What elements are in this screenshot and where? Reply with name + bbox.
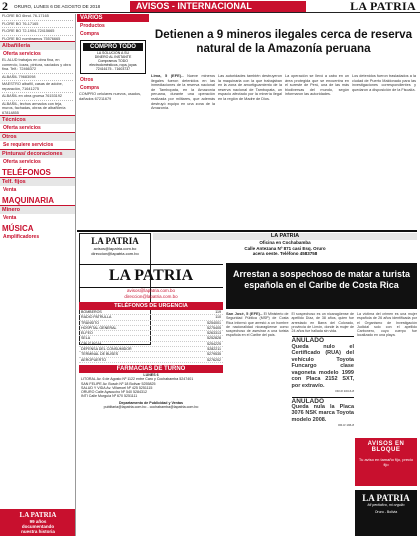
office-info xyxy=(153,240,417,257)
office-title: LA PATRIA xyxy=(153,233,417,240)
banner-line: 99 años xyxy=(29,519,47,524)
anulado-body: Queda nula la Placa 3076 NSK marca Toyota modelo 2008. xyxy=(291,403,354,423)
email-link[interactable]: avisos@lapatria.com.bo xyxy=(126,288,176,293)
classified-ad: EL ALUD trabajos en obra fina, en comercio, lozas, pintura, vaciados y obra fina. Telf.: 72466372 xyxy=(2,58,71,71)
article-column xyxy=(292,312,355,536)
phone-number: 5282211 xyxy=(207,347,221,352)
ad-line: electrodomésticos, ropa, joyas xyxy=(89,63,137,67)
phone-name: SELA xyxy=(81,336,91,341)
article-mineros xyxy=(151,74,416,230)
ad-line: LA SOLUCIÓN A SU xyxy=(96,51,130,55)
phone-number: 5254001 xyxy=(207,320,221,325)
page-header xyxy=(0,0,420,13)
phone-number: 5279535 xyxy=(207,352,221,357)
publicity-label: Departamento de Publicidad y Ventas xyxy=(118,400,184,405)
phone-row xyxy=(79,358,223,363)
byline: Lima, 5 (EFE).- xyxy=(151,74,184,78)
avisos-note: Tu aviso en tamaño fijo, precio fijo xyxy=(358,457,414,467)
box-brand: LA PATRIA xyxy=(91,236,139,246)
classified-ad: ALBAÑIL 79683098 xyxy=(2,74,36,79)
phone-name: DEFENSA DEL CONSUMIDOR xyxy=(81,347,132,352)
ad-line: DINERO AL INSTANTE xyxy=(94,55,132,59)
phone-name: CRUZ ROJA xyxy=(81,341,102,346)
phone-number: 5252828 xyxy=(207,336,221,341)
newspaper-brand: LA PATRIA xyxy=(350,0,416,13)
promo-line: Oruro - Bolivia xyxy=(374,510,398,514)
email-link[interactable]: avisos@lapatria.com.bo xyxy=(93,246,137,251)
article-text: El Ministerio de Seguridad Pública (MSP) de Costa Rica informó que arrestó a un hombre de nacionalidad nicaragüense como sospechoso de asesinar a una turista española en el Caribe del país. xyxy=(226,312,289,338)
subcategory-label: Compra xyxy=(80,85,99,91)
publicity-email: publitaria@lapatria.com.bo - cochabamba@lapatria.com.bo xyxy=(103,405,199,410)
phone-name: RADIO PATRULLA xyxy=(81,315,112,320)
headline-costa-rica: Arrestan a sospechoso de matar a turista española en el Caribe de Costa Rica xyxy=(226,263,417,309)
subcategory-label: Oferta servicios xyxy=(3,159,41,165)
subcategory-label: Venta xyxy=(3,187,17,193)
category-albanileria: Albañilería xyxy=(0,41,75,50)
anulado-title: ANULADO xyxy=(291,337,324,345)
anulado-ref: OR-R 196-8 xyxy=(337,423,354,428)
classified-ad: FLORE BO 72-1904-72415665 xyxy=(2,29,55,33)
classified-ad: FLORE BO 6bnd. 76-17165 xyxy=(2,14,49,18)
article-column: La víctima del crimen es una mujer española de 26 años identificada por el Organismo de Investigación Judicial solo con el apellido Carbonero, cuyo cuerpo fue localizado en una playa. xyxy=(357,312,417,338)
page-number: 2 xyxy=(2,0,8,13)
ad-line: Compramos TODO xyxy=(97,59,129,63)
varios-header: VARIOS xyxy=(77,14,149,22)
category-tecnicos: Técnicos xyxy=(0,115,75,124)
byline: San José, 5 (EFE).- xyxy=(226,312,263,316)
phone-number: 5276202 xyxy=(207,357,221,362)
subcategory-label: Oferta servicios xyxy=(3,51,41,57)
pharmacies-list xyxy=(79,377,223,398)
promo-tagline: Mi periódico, mi orgullo xyxy=(367,503,405,507)
category-telefonos: TELÉFONOS xyxy=(2,168,51,177)
section-divider xyxy=(77,230,417,232)
article-column: Las autoridades también destruyeron la maquinaria con la que trabajaban en la zona de amortiguamiento de la reserva nacional de Tambopata, un espacio afectado por la minería ilegal en la región de Madre de Dios. xyxy=(218,74,282,101)
phone-name: TRÁNSITO xyxy=(81,320,100,325)
pharmacy-entry: SAN FELIPE Av. Busch Nº 18 Bolívar 5255825 xyxy=(81,381,156,386)
pharmacy-entry: ORURO Calle Ayacucho Nº 540 5284312 xyxy=(81,390,147,395)
office-line: acera oeste. Teléfono 4583758 xyxy=(252,251,318,256)
anulado-body: Queda nulo el Certificado (RUA) del vehículo Toyota Funcargo clase vagoneta modelo 1999 con Placa 2152 SXT, por extravío. xyxy=(291,343,354,389)
pharmacies-date: LUNES 6 xyxy=(143,372,159,377)
category-pinturas: Pinturas/ decoraciones xyxy=(0,149,75,158)
emergency-phones-column xyxy=(79,264,223,536)
category-musica: MÚSICA xyxy=(2,224,34,233)
subcategory-label: Otros xyxy=(80,77,94,83)
category-telf-fijos: Telf. fijos xyxy=(0,177,75,186)
classified-ad: FLORE BO 76-17165 xyxy=(2,21,39,26)
varios-column xyxy=(77,14,149,228)
promo-brand: LA PATRIA xyxy=(362,493,410,503)
phone-number: 119 xyxy=(215,310,221,314)
classified-ad: COMPRO celulares nuevos, usados, dañados 67211679 xyxy=(79,92,142,101)
email-link[interactable]: direccion@lapatria.com.bo xyxy=(124,293,178,299)
subcategory-label: Oferta servicios xyxy=(3,125,41,131)
banner-line: nuestra historia xyxy=(21,529,55,534)
ad-title: COMPRO TODO xyxy=(83,43,143,51)
category-otros: Otros xyxy=(0,132,75,141)
patria-promo-ad xyxy=(355,490,417,536)
anulado-title: ANULADO xyxy=(291,397,324,405)
banner-line: documentando xyxy=(21,524,55,529)
ad-line: 72416175 - 71603737 xyxy=(95,67,131,71)
article-column xyxy=(226,312,289,536)
classifieds-column xyxy=(0,14,76,536)
phone-number: 110 xyxy=(215,315,221,320)
avisos-title: AVISOS EN BLOQUE xyxy=(367,441,405,453)
subcategory-label: Productos xyxy=(80,23,105,29)
dateline: ORURO, LUNES 6 DE AGOSTO DE 2018 xyxy=(14,3,101,9)
classified-ad: ALBAÑIL, techos armados con teja, muros, fachadas, obras de albañilería 67814855 xyxy=(2,101,66,115)
article-text: Nueve mineros ilegales fueron detenidos en las inmediaciones de la reserva nacional de Tambopata, en la Amazonía peruana, durante una operación realizada por militares, que además destruyó equipo en una zona de la Amazonía. xyxy=(151,74,215,111)
phone-name: BOMBEROS xyxy=(81,310,102,314)
email-link[interactable]: direccion@lapatria.com.bo xyxy=(91,251,139,256)
phone-number: 5275405 xyxy=(207,325,221,330)
article-column: La operación se llevó a cabo en un área protegida que se encuentra en el sureste de Perú, una de las más biodiversas del mundo, según informaron las autoridades. xyxy=(285,74,349,97)
phones-brand: LA PATRIA xyxy=(79,264,223,288)
pharmacy-entry: LITORAL Av. 6 de Agosto Nº 1122 entre Caro y Cochabamba 5247401 xyxy=(81,377,194,382)
headline-mineros: Detienen a 9 mineros ilegales cerca de reserva natural de la Amazonía peruana xyxy=(154,28,413,55)
avisos-en-bloque-ad xyxy=(355,438,417,486)
section-title: AVISOS - INTERNACIONAL xyxy=(130,1,306,12)
subcategory-label: Se requiere servicios xyxy=(3,142,54,148)
category-minero: Minero xyxy=(0,205,75,214)
subcategory-label: Venta xyxy=(3,215,17,221)
anulado-ref: OR-R 103-6-8 xyxy=(335,389,354,394)
phones-header: TELÉFONOS DE URGENCIA xyxy=(79,302,223,310)
classified-ad: ALBAÑIL en obra gruesa 76153192 xyxy=(2,94,63,98)
phone-name: AEROPUERTO xyxy=(81,357,107,362)
article-column: Los detenidos fueron trasladados a la ciudad de Puerto Maldonado para las investigaciones correspondientes y quedaron a disposición de la Fiscalía. xyxy=(352,74,416,92)
banner-brand: LA PATRIA xyxy=(19,511,57,519)
pharmacy-entry: INTI Calle Murguía Nº 670 5251111 xyxy=(81,394,138,399)
pharmacy-entry: SALUD Y VIDA Av. Villarroel Nº 425 5251115 xyxy=(81,385,153,390)
office-line: Oficina en Cochabamba xyxy=(259,240,311,245)
phone-name: HOSPITAL GENERAL xyxy=(81,325,117,330)
anulado-notice xyxy=(292,397,355,428)
subcategory-label: Amplificadores xyxy=(3,234,40,240)
phone-name: ELFEO xyxy=(81,331,93,336)
compro-todo-ad xyxy=(80,40,146,74)
subcategory-label: Compra xyxy=(80,31,99,37)
phones-list xyxy=(79,310,223,363)
phone-name: TERMINAL DE BUSES xyxy=(81,352,119,357)
phone-number: 5263313 xyxy=(207,331,221,336)
article-text: El sospechoso es un nicaragüense de apellido Díaz, de 38 años, quien fue arrestado en Barra del Colorado, provincia de Limón, donde la mujer de 24 años fue hallada sin vida. xyxy=(291,312,354,334)
classified-ad: FLORE BO nombramos 75576665 xyxy=(2,36,61,41)
category-maquinaria: MAQUINARIA xyxy=(2,196,54,205)
pharmacies-header: FARMACIAS DE TURNO xyxy=(79,365,223,373)
office-line: Calle Antezana Nº 871 casi Esq. Oruro xyxy=(244,245,326,251)
article-column xyxy=(151,74,215,230)
classified-ad: MAESTRO albañil, casas de adobe, reparación, 71641275 xyxy=(2,82,63,91)
anulado-notice xyxy=(292,336,355,393)
phone-number: 5254225 xyxy=(207,341,221,346)
anniversary-banner xyxy=(0,509,76,536)
